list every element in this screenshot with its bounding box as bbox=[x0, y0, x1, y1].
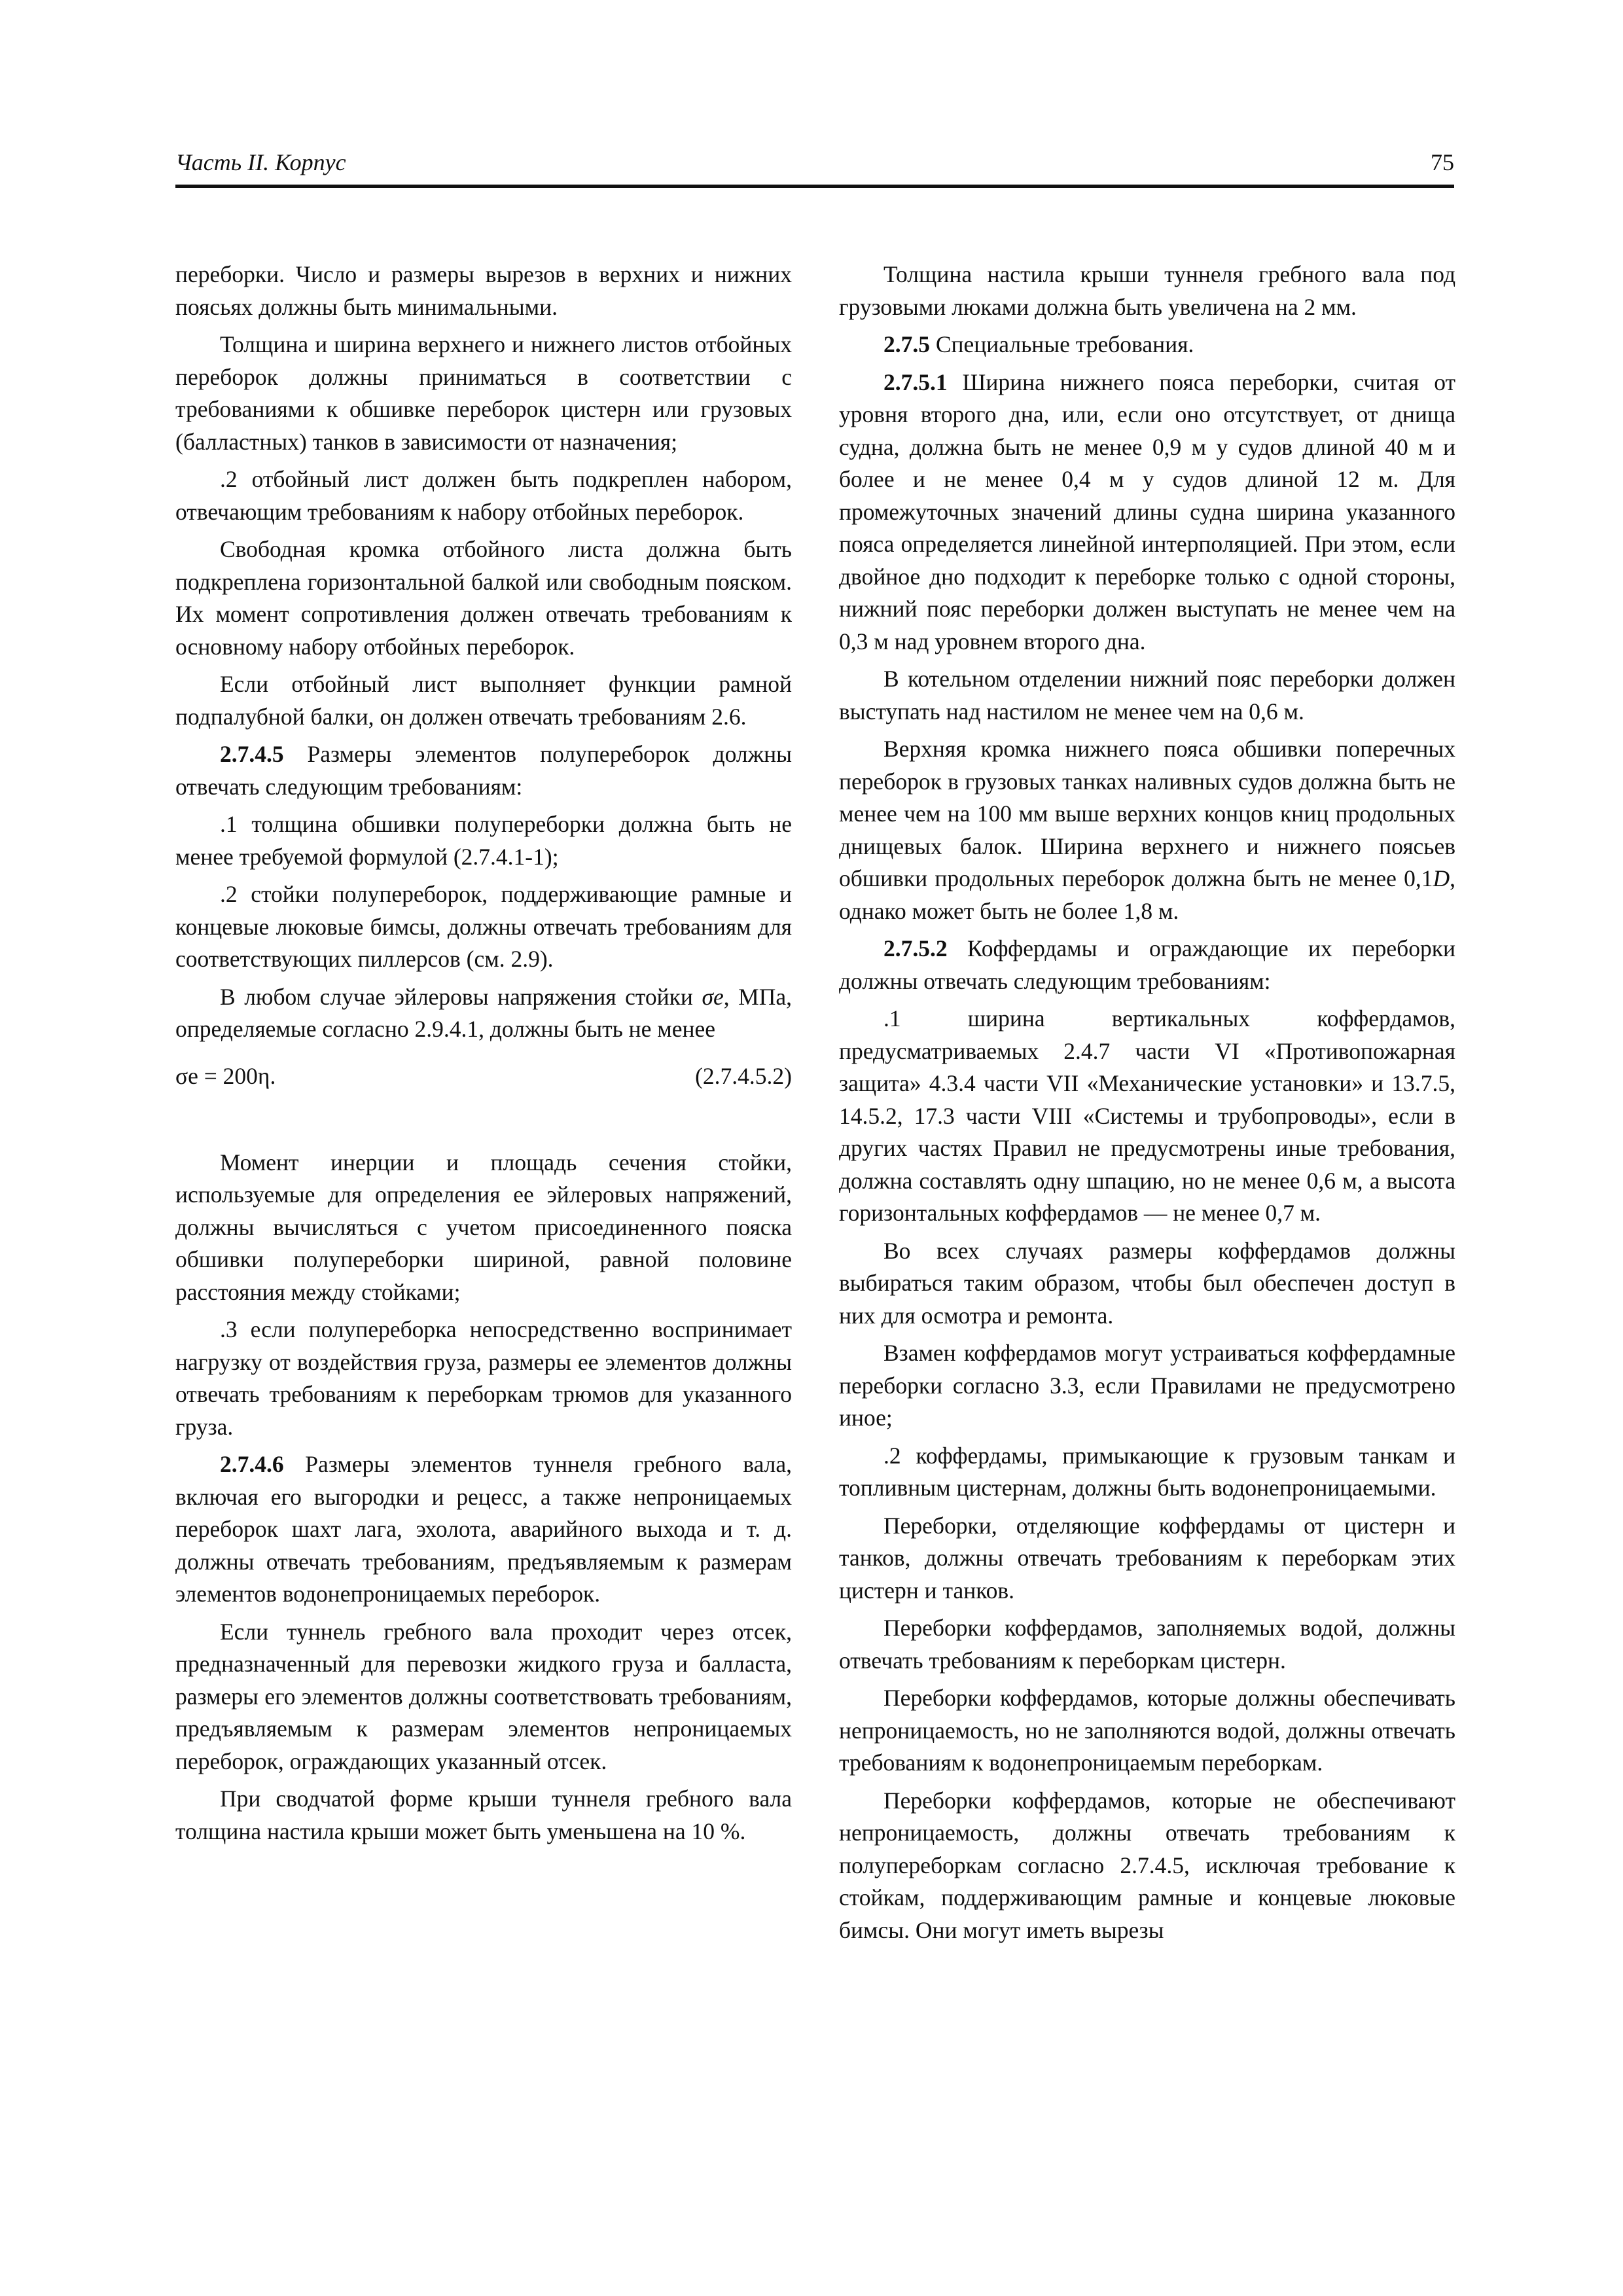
paragraph: .3 если полупереборка непосредственно воспринимает нагрузку от воздействия груза, размеры ее элементов должны отвечать требованиям к переборкам трюмов для указанного груза. bbox=[175, 1316, 792, 1440]
section-number: 2.7.4.6 bbox=[220, 1451, 284, 1477]
running-title: Часть II. Корпус bbox=[175, 149, 346, 175]
paragraph: Свободная кромка отбойного листа должна быть подкреплена горизонтальной балкой или свободным пояском. Их момент сопротивления должен отвечать требованиям к основному набору отбойных переборок. bbox=[175, 536, 792, 660]
paragraph: переборки. Число и размеры вырезов в верхних и нижних поясьях должны быть минимальными. bbox=[175, 261, 792, 320]
paragraph: При сводчатой форме крыши туннеля гребного вала толщина настила крыши может быть уменьшена на 10 %. bbox=[175, 1785, 792, 1844]
paragraph: Переборки коффердамов, которые должны обеспечивать непроницаемость, но не заполняются водой, должны отвечать требованиям к водонепроницаемым переборкам. bbox=[839, 1685, 1455, 1776]
text-run: В любом случае эйлеровы напряжения стойки bbox=[220, 983, 702, 1010]
paragraph bbox=[839, 733, 1455, 927]
formula bbox=[175, 1060, 792, 1093]
section-text: Специальные требования. bbox=[930, 331, 1194, 357]
section-text: Ширина нижнего пояса переборки, считая от уровня второго дна, или, если оно отсутствует, от днища судна, должна быть не менее 0,9 м у судов длиной 40 м и более и не менее 0,4 м у судов длиной 12 м. Для промежуточных значений длины судна ширина указанного пояса определяется линейной интерполяцией. При этом, если двойное дно подходит к переборке только с одной стороны, нижний пояс переборки должен выступать не менее чем на 0,3 м над уровнем второго дна. bbox=[839, 368, 1455, 655]
d-symbol: D bbox=[1433, 865, 1450, 891]
paragraph: .1 толщина обшивки полупереборки должна быть не менее требуемой формулой (2.7.4.1-1); bbox=[175, 811, 792, 870]
paragraph: Если отбойный лист выполняет функции рамной подпалубной балки, он должен отвечать требованиям 2.6. bbox=[175, 671, 792, 730]
section-text: Размеры элементов туннеля гребного вала, включая его выгородки и рецесс, а также непроницаемых переборок шахт лага, эхолота, аварийного выхода и т. д. должны отвечать требованиям, предъявляемым к размерам элементов водонепроницаемых переборок. bbox=[175, 1451, 792, 1607]
paragraph: Во всех случаях размеры коффердамов должны выбираться таким образом, чтобы был обеспечен доступ в них для осмотра и ремонта. bbox=[839, 1237, 1455, 1329]
section-number: 2.7.5 bbox=[883, 331, 930, 357]
section-text: Размеры элементов полупереборок должны отвечать следующим требованиям: bbox=[175, 741, 792, 800]
text-run: , МПа, определяемые согласно 2.9.4.1, должны быть не менее bbox=[175, 983, 792, 1042]
sigma-symbol: σe bbox=[702, 983, 724, 1010]
text-run: , однако может быть не более 1,8 м. bbox=[839, 865, 1455, 924]
page-number: 75 bbox=[1431, 149, 1454, 175]
section-paragraph bbox=[175, 1448, 792, 1611]
paragraph: Толщина настила крыши туннеля гребного вала под грузовыми люками должна быть увеличена на 2 мм. bbox=[839, 261, 1455, 320]
paragraph: Момент инерции и площадь сечения стойки, используемые для определения ее эйлеровых напряжений, должны вычисляться с учетом присоединенного пояска обшивки полупереборки шириной, равной половине расстояния между стойками; bbox=[175, 1149, 792, 1305]
paragraph: .2 стойки полупереборок, поддерживающие рамные и концевые люковые бимсы, должны отвечать требованиям для соответствующих пиллерсов (см. 2.9). bbox=[175, 881, 792, 972]
paragraph: .2 отбойный лист должен быть подкреплен набором, отвечающим требованиям к набору отбойных переборок. bbox=[175, 466, 792, 525]
page-header bbox=[175, 143, 1454, 188]
paragraph: .2 коффердамы, примыкающие к грузовым танкам и топливным цистернам, должны быть водонепроницаемыми. bbox=[839, 1442, 1455, 1501]
paragraph: Переборки, отделяющие коффердамы от цистерн и танков, должны отвечать требованиям к переборкам этих цистерн и танков. bbox=[839, 1512, 1455, 1604]
paragraph: Взамен коффердамов могут устраиваться коффердамные переборки согласно 3.3, если Правилами не предусмотрено иное; bbox=[839, 1340, 1455, 1431]
paragraph: Если туннель гребного вала проходит через отсек, предназначенный для перевозки жидкого груза и балласта, размеры его элементов должны соответствовать требованиям, предъявляемым к размерам элементов непроницаемых переборок, ограждающих указанный отсек. bbox=[175, 1618, 792, 1774]
paragraph: Толщина и ширина верхнего и нижнего листов отбойных переборок должны приниматься в соответствии с требованиями к обшивке переборок цистерн или грузовых (балластных) танков в зависимости от назначения; bbox=[175, 331, 792, 455]
section-paragraph bbox=[839, 933, 1455, 997]
text-run: Верхняя кромка нижнего пояса обшивки поперечных переборок в грузовых танках наливных судов должна быть не менее чем на 100 мм выше верхних концов книц продольных днищевых балок. Ширина верхнего и нижнего поясьев обшивки продольных переборок должна быть не менее 0,1 bbox=[839, 736, 1455, 891]
formula-number: (2.7.4.5.2) bbox=[695, 1062, 792, 1089]
paragraph: В котельном отделении нижний пояс переборки должен выступать над настилом не менее чем на 0,6 м. bbox=[839, 666, 1455, 725]
paragraph bbox=[175, 981, 792, 1046]
section-paragraph bbox=[839, 367, 1455, 658]
section-heading bbox=[839, 329, 1455, 361]
section-number: 2.7.5.2 bbox=[883, 935, 948, 961]
section-number: 2.7.4.5 bbox=[220, 741, 284, 767]
paragraph: Переборки коффердамов, которые не обеспечивают непроницаемость, должны отвечать требованиям к полупереборкам согласно 2.7.4.5, исключая требование к стойкам, поддерживающим рамные и концевые люковые бимсы. Они могут иметь вырезы bbox=[839, 1787, 1455, 1943]
section-text: Коффердамы и ограждающие их переборки должны отвечать следующим требованиям: bbox=[839, 935, 1455, 994]
left-column bbox=[175, 259, 792, 1848]
formula-expression: σe = 200η. bbox=[175, 1062, 276, 1089]
paragraph: Переборки коффердамов, заполняемых водой, должны отвечать требованиям к переборкам цистерн. bbox=[839, 1615, 1455, 1674]
section-number: 2.7.5.1 bbox=[883, 368, 948, 395]
paragraph: .1 ширина вертикальных коффердамов, предусматриваемых 2.4.7 части VI «Противопожарная защита» 4.3.4 части VII «Механические установки» и 13.7.5, 14.5.2, 17.3 части VIII «Системы и трубопроводы», если в других частях Правил не предусмотрены иные требования, должна составлять одну шпацию, но не менее 0,6 м, а высота горизонтальных коффердамов — не менее 0,7 м. bbox=[839, 1005, 1455, 1226]
right-column bbox=[839, 259, 1455, 1946]
section-paragraph bbox=[175, 738, 792, 803]
